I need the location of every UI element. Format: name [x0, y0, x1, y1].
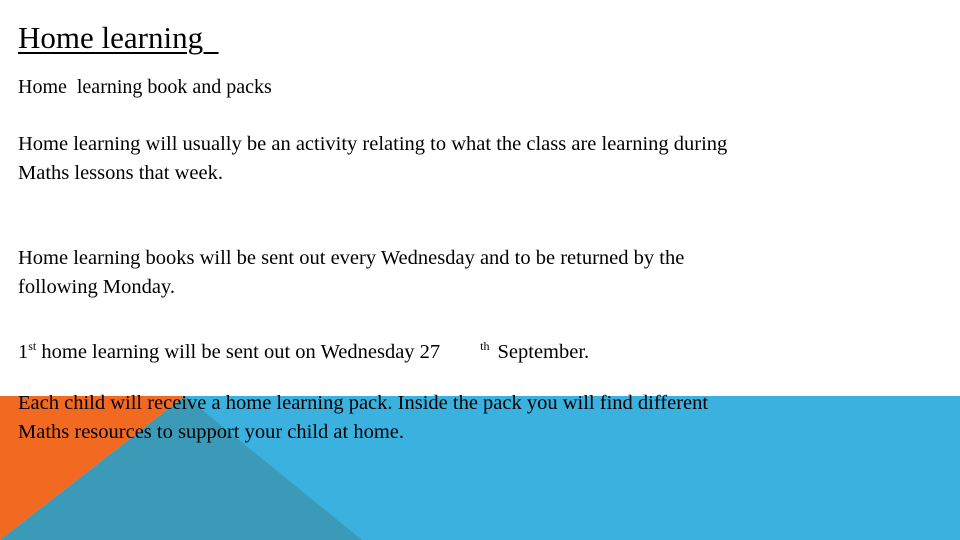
- day-suffix: th: [480, 339, 490, 353]
- paragraph-line: Maths resources to support your child at home.: [18, 421, 405, 443]
- slide-subtitle: Home learning book and packs: [18, 76, 272, 98]
- paragraph-line: Each child will receive a home learning pack. Inside the pack you will find different: [18, 392, 709, 414]
- paragraph-line: Home learning will usually be an activity relating to what the class are learning during: [18, 133, 728, 155]
- month-text: September.: [497, 341, 590, 363]
- paragraph-activity: [18, 130, 918, 188]
- paragraph-schedule: [18, 244, 918, 302]
- slide-title: Home learning: [18, 20, 219, 55]
- paragraph-line: Home learning books will be sent out every Wednesday and to be returned by the: [18, 247, 685, 269]
- paragraph-pack: [18, 389, 918, 447]
- paragraph-line: following Monday.: [18, 276, 175, 298]
- ordinal-suffix: st: [28, 339, 37, 353]
- date-text: home learning will be sent out on Wednesday 27: [36, 341, 441, 363]
- paragraph-first-date: [18, 332, 918, 367]
- paragraph-line: [18, 332, 918, 367]
- ordinal-number: 1: [18, 341, 29, 363]
- paragraph-line: Maths lessons that week.: [18, 162, 223, 184]
